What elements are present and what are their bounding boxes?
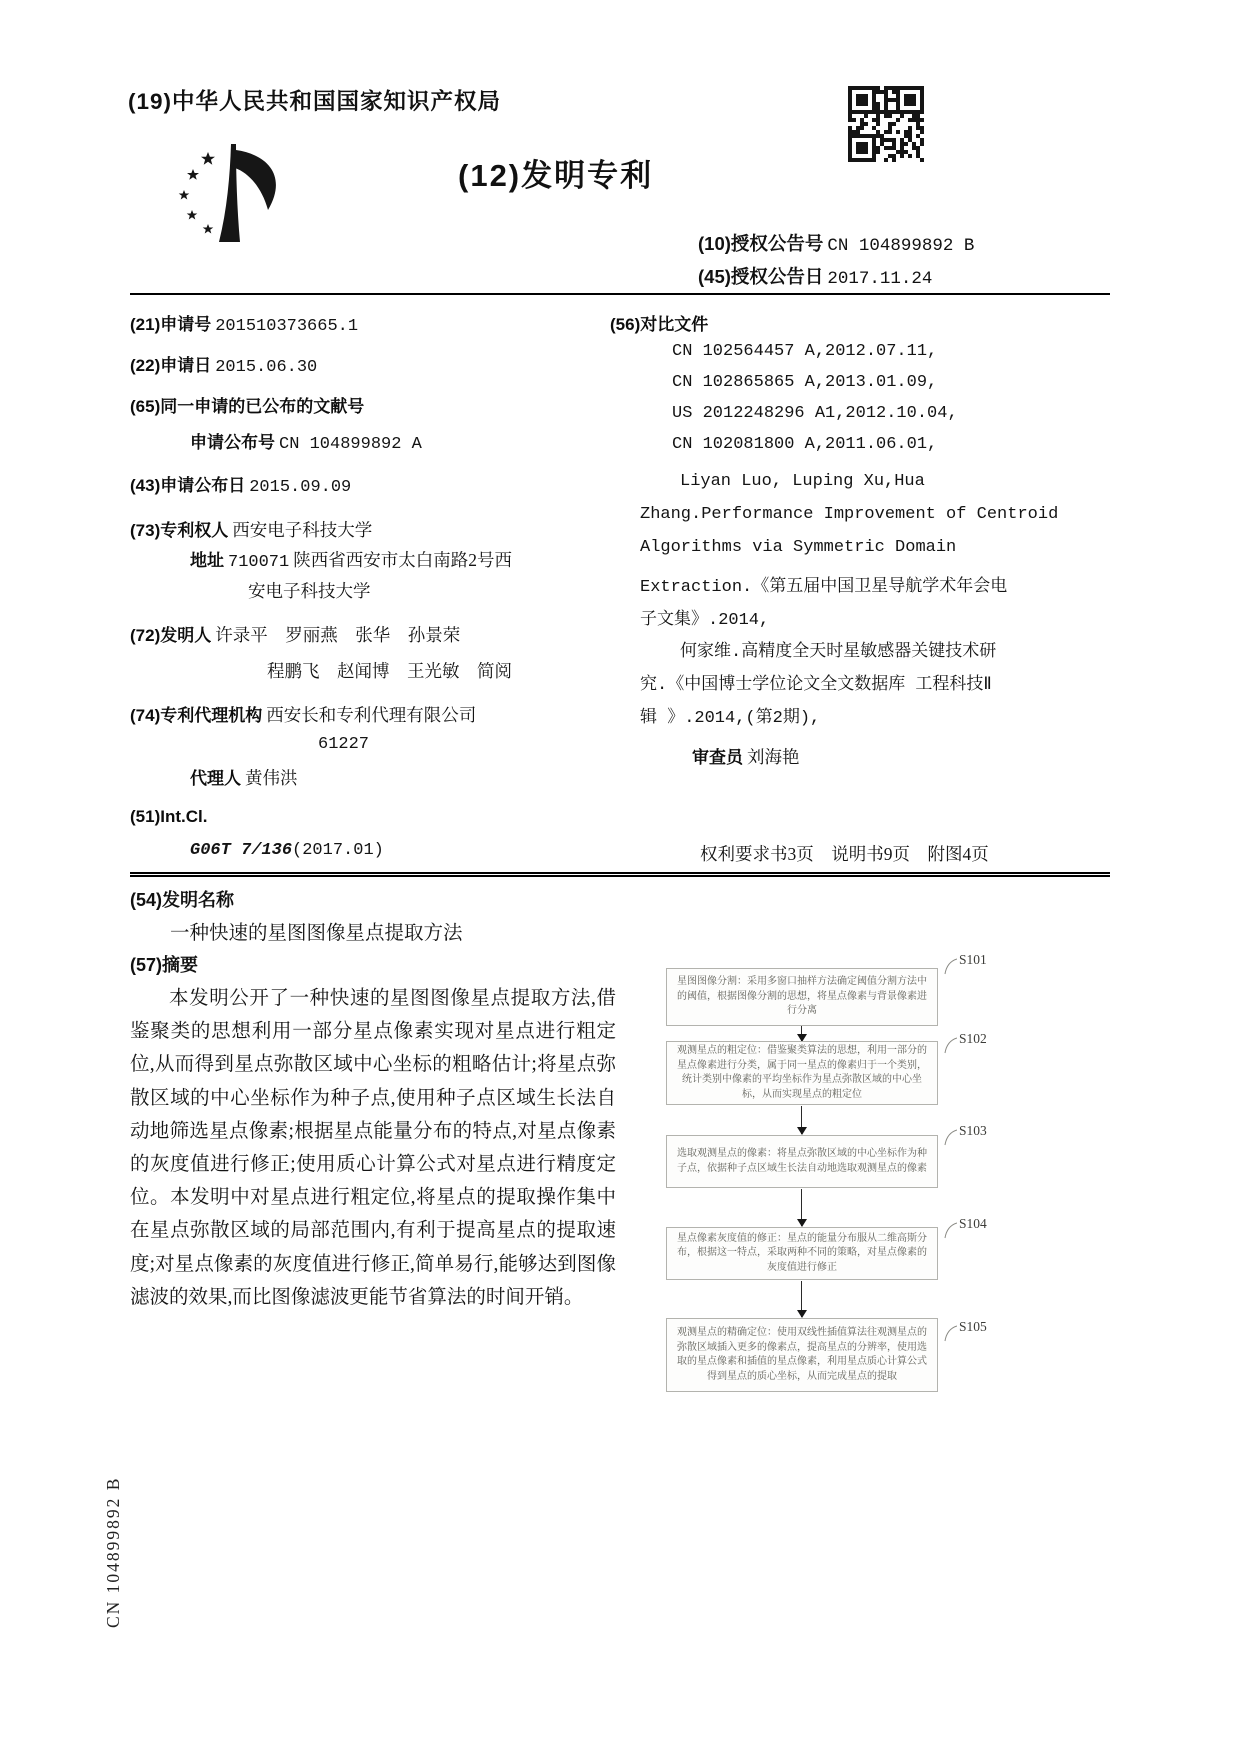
flow-step-tag-s104: S104 <box>944 1216 987 1239</box>
connector-curve-icon <box>944 1222 957 1239</box>
invention-title-label: (54)发明名称 <box>130 890 235 910</box>
citation-line: 辑 》.2014,(第2期), <box>640 709 821 728</box>
intcl-row: (51)Int.Cl. <box>130 807 208 826</box>
abstract-text: 本发明公开了一种快速的星图图像星点提取方法,借鉴聚类的思想利用一部分星点像素实现对星点进行粗定位,从而得到星点弥散区域中心坐标的粗略估计;将星点弥散区域的中心坐标作为种子点,使用种子点区域生长法自动地筛选星点像素;根据星点能量分布的特点,对星点像素的灰度值进行修正;使用质心计算公式对星点进行精度定位。本发明中对星点进行粗定位,将星点的提取操作集中在星点弥散区域的局部范围内,有利于提高星点的提取速度;对星点像素的灰度值进行修正,简单易行,能够达到图像滤波的效果,而比图像滤波更能节省算法的时间开销。 <box>130 988 616 1308</box>
inventors-row: (72)发明人 许录平 罗丽燕 张华 孙景荣 <box>130 625 461 645</box>
cited-doc-row: CN 102564457 A,2012.07.11, <box>672 342 938 361</box>
flow-step-box-s103: 选取观测星点的像素：将星点弥散区域的中心坐标作为种子点，依据种子点区域生长法自动地选取观测星点的像素 <box>666 1135 938 1188</box>
pages-info: 权利要求书3页 说明书9页 附图4页 <box>700 844 989 864</box>
flow-step-box-s104: 星点像素灰度值的修正：星点的能量分布服从二维高斯分布，根据这一特点，采取两种不同的策略，对星点像素的灰度值进行修正 <box>666 1227 938 1280</box>
biblio-left-column <box>130 302 575 862</box>
section-divider <box>130 872 1110 877</box>
application-number-row: (21)申请号 201510373665.1 <box>130 315 359 336</box>
vertical-doc-id: CN 104899892 B <box>103 1476 123 1628</box>
patentee-row: (73)专利权人 西安电子科技大学 <box>130 520 373 540</box>
citation-line: Algorithms via Symmetric Domain <box>640 538 957 557</box>
flow-arrow-icon <box>801 1189 802 1226</box>
address-row: 地址 710071 陕西省西安市太白南路2号西 <box>190 550 512 572</box>
connector-curve-icon <box>944 958 957 975</box>
qr-code <box>848 86 924 162</box>
issuing-office-line: (19)中华人民共和国国家知识产权局 <box>128 89 502 114</box>
grant-date-row <box>698 263 932 289</box>
cited-doc-row: US 2012248296 A1,2012.10.04, <box>672 404 958 423</box>
grant-date-value: 2017.11.24 <box>827 269 933 289</box>
connector-curve-icon <box>944 1325 957 1342</box>
flow-arrow-icon <box>801 1106 802 1134</box>
inventors-row-2: 程鹏飞 赵闻博 王光敏 简阅 <box>267 661 512 681</box>
publication-number-row: 申请公布号 CN 104899892 A <box>190 433 422 454</box>
cnipa-logo <box>168 138 302 250</box>
abstract-label: (57)摘要 <box>130 955 199 975</box>
cited-doc-row: CN 102081800 A,2011.06.01, <box>672 435 938 454</box>
biblio-right-column <box>570 302 1115 862</box>
citation-line: Zhang.Performance Improvement of Centroid <box>640 505 1059 524</box>
cited-doc-row: CN 102865865 A,2013.01.09, <box>672 373 938 392</box>
flow-arrow-icon <box>801 1026 802 1041</box>
citation-line: Extraction.《第五届中国卫星导航学术年会电 <box>640 578 1008 597</box>
header-divider <box>130 293 1110 295</box>
cited-docs-label: (56)对比文件 <box>610 315 709 334</box>
flow-step-box-s102: 观测星点的粗定位：借鉴聚类算法的思想，利用一部分的星点像素进行分类，属于同一星点的像素归于一个类别，统计类别中像素的平均坐标作为星点弥散区域的中心坐标，从而实现星点的粗定位 <box>666 1041 938 1105</box>
citation-line: 究.《中国博士学位论文全文数据库 工程科技Ⅱ <box>640 676 992 695</box>
agency-code-row: 61227 <box>318 735 370 754</box>
flow-step-box-s105: 观测星点的精确定位：使用双线性插值算法往观测星点的弥散区域插入更多的像素点，提高星点的分辨率，使用选取的星点像素和插值的星点像素，利用星点质心计算公式得到星点的质心坐标，从而完成星点的提取 <box>666 1318 938 1392</box>
flow-step-box-s101: 星图图像分割：采用多窗口抽样方法确定阈值分割方法中的阈值，根据图像分割的思想，将星点像素与背景像素进行分离 <box>666 968 938 1026</box>
grant-date-label: (45)授权公告日 <box>698 266 824 287</box>
flow-step-tag-s102: S102 <box>944 1031 987 1054</box>
citation-line: 何家维.高精度全天时星敏感器关键技术研 <box>680 643 997 662</box>
citation-line: 子文集》.2014, <box>640 611 770 630</box>
flow-arrow-icon <box>801 1281 802 1317</box>
grant-number-label: (10)授权公告号 <box>698 233 824 254</box>
examiner-row: 审查员 刘海艳 <box>692 747 800 767</box>
method-flowchart <box>598 952 1158 1425</box>
same-application-row: (65)同一申请的已公布的文献号 <box>130 397 365 416</box>
intcl-class-row: G06T 7/136(2017.01) <box>190 841 384 860</box>
address-row-2: 安电子科技大学 <box>248 581 371 601</box>
application-pub-date-row: (43)申请公布日 2015.09.09 <box>130 476 352 497</box>
connector-curve-icon <box>944 1037 957 1054</box>
citation-line: Liyan Luo, Luping Xu,Hua <box>680 472 925 491</box>
agent-row: 代理人 黄伟洪 <box>190 768 298 788</box>
invention-title: 一种快速的星图图像星点提取方法 <box>170 923 463 944</box>
agency-row: (74)专利代理机构 西安长和专利代理有限公司 <box>130 705 477 725</box>
application-date-row: (22)申请日 2015.06.30 <box>130 356 318 377</box>
flow-step-tag-s105: S105 <box>944 1319 987 1342</box>
flow-step-tag-s103: S103 <box>944 1123 987 1146</box>
flow-step-tag-s101: S101 <box>944 952 987 975</box>
grant-number-row <box>698 230 974 256</box>
connector-curve-icon <box>944 1129 957 1146</box>
grant-number-value: CN 104899892 B <box>827 236 975 256</box>
doc-type-title: (12)发明专利 <box>458 158 654 193</box>
